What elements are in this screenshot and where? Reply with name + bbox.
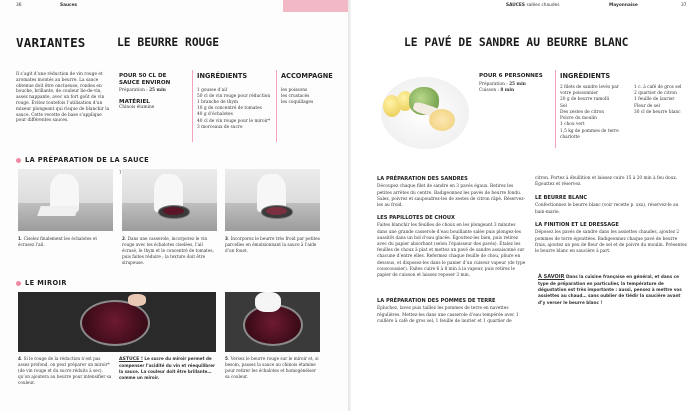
ingredient-item: Fleur de sel	[634, 103, 660, 109]
left-running-head: Sauces	[60, 3, 78, 8]
block-heading: LA FINITION ET LE DRESSAGE	[535, 222, 619, 228]
sandre-yield: POUR 6 PERSONNES	[479, 73, 543, 79]
ingredient-item: 1 branche de thym	[197, 99, 238, 105]
header-band	[283, 0, 349, 12]
column-divider	[276, 70, 277, 142]
tip-label: ASTUCE !	[119, 357, 143, 362]
pairing-item: les poissons	[281, 87, 308, 93]
ingredient-item: 20 g de beurre ramolli	[560, 97, 610, 103]
block-heading: LA PRÉPARATION DES POMMES DE TERRE	[377, 298, 496, 304]
section-title: LA PRÉPARATION DE LA SAUCE	[25, 156, 150, 164]
step-4-text: 4. Si le rouge de la réduction n’est pas assez profond, on peut préparer un miroir* (de vin rouge et du sucre réduits à sec), qu’on ajoutera au beurre pour intensifier sa couleur.	[18, 356, 112, 385]
beurre-rouge-title: LE BEURRE ROUGE	[117, 36, 220, 49]
ingredient-item: 1 feuille de laurier	[634, 97, 675, 103]
sandre-meta-block	[479, 73, 547, 94]
block-heading: LA PRÉPARATION DES SANDRES	[377, 176, 468, 182]
ingredient-item: Sel	[560, 103, 567, 109]
ingredient-item: 40 g d’échalotes	[197, 112, 233, 118]
pommes-continued: citron. Portez à ébullition et laissez cuire 15 à 20 min à feu doux. Égouttez et réservez.	[535, 176, 678, 188]
block-text: Épluchez, lavez puis taillez les pommes de terre en navettes régulières. Mettez-les dans une casserole d’eau tempérée avec 1 cuillère à café de gros sel, 1 feuille de laurier et 1 quartier de	[377, 306, 519, 324]
step-body: Incorporez le beurre très froid par petites parcelles en émulsionnant la sauce à l’aide d’un fouet.	[225, 236, 320, 253]
savoir-label: À SAVOIR	[538, 274, 565, 280]
left-page	[0, 0, 349, 411]
pairing-list	[281, 88, 345, 107]
section-sauce-preparation	[16, 156, 149, 164]
prep-time: 25 min	[149, 88, 166, 94]
sandre-cook-line	[479, 88, 547, 94]
bullet-dot-icon	[16, 158, 21, 163]
step-body: Ciselez finalement les échalotes et écrasez l’ail.	[18, 236, 98, 247]
block-finition	[535, 222, 688, 255]
ingredient-item: 50 cl de vin rouge pour réduction	[197, 93, 271, 99]
prep-time: 25 min	[509, 81, 526, 87]
sandre-ingredients-col2	[634, 85, 690, 116]
block-papillotes	[377, 215, 527, 279]
step-number: 1	[18, 236, 21, 241]
right-page-number: 37	[681, 3, 687, 8]
block-pommes	[377, 298, 527, 325]
right-running-head	[506, 3, 559, 8]
step-5-photo	[225, 292, 320, 352]
block-text: Découpez chaque filet de sandre en 3 pavés égaux. Retirez les petites arrêtes du centre. Badigeonnez les pavés de beurre fondu. Salez, poivrez et saupoudrez-les de zestes de citron râpé. Réservez-les au froid.	[377, 184, 525, 209]
step-number: 3	[225, 236, 228, 241]
tip-text: Le sucre du miroir permet de compenser l’acidité du vin et réequilibrer la sauce. La couleur doit être brillante… comme un miroir.	[119, 356, 216, 380]
ingredient-item: 2 filets de sandre levés par votre poissonnier	[560, 85, 619, 97]
pairing-item: les crustacés	[281, 93, 310, 99]
running-head-bold: SAUCES	[506, 3, 525, 8]
block-sandres	[377, 176, 527, 209]
step-body: Versez le beurre rouge sur le miroir et, si besoin, passez la sauce au chinois étamine pour retirer les échalotes et homogénéiser sa couleur.	[225, 356, 319, 379]
step-2-photo	[122, 169, 217, 231]
block-heading: LES PAPILLOTES DE CHOUX	[377, 215, 455, 221]
pairing-item: les coquillages	[281, 99, 314, 105]
step-3-photo	[225, 169, 320, 231]
step-1-text: 1. Ciselez finalement les échalotes et écrasez l’ail.	[18, 236, 98, 247]
column-divider	[192, 70, 193, 142]
block-text: Faites blanchir les feuilles de choux en les plongeant 3 minutes dans une grande casserole d’eau bouillante salée puis plongez-les aussitôt dans un bol d’eau glacée. Égouttez-les bien, puis retirez avec du papier absorbant (selon l’épaisseur des pavés). Étalez les feuilles de choux à plat et mettez un pavé de sandre assaisonné sur chacune d’entre elles. Refermez chaque feuille de chou, pliure en dessous, et disposez-les dans le panier d’un cuiseur vapeur (de type couscoussier). Faites cuire 6 à 8 min à la vapeur, puis retirez le papier de cuisson et laissez reposer 3 min.	[377, 223, 526, 279]
prep-label: Préparation :	[119, 88, 148, 94]
running-head-sub: Mayonnaise	[609, 3, 638, 8]
step-5-text: 5. Versez le beurre rouge sur le miroir et, si besoin, passez la sauce au chinois étamine pour retirer les échalotes et homogénéiser sa couleur.	[225, 356, 319, 379]
block-text: Confectionnez le beurre blanc (voir recette p. xxx), réservez-le au bain-marie.	[535, 203, 679, 215]
step-number: 2	[122, 236, 125, 241]
column-divider	[555, 70, 556, 148]
ingredient-item: Des zestes de citron	[560, 109, 604, 115]
step-number: 5	[225, 356, 228, 361]
step-2-text: 2. Dans une casserole, incorporez le vin rouge avec les échalotes ciselées, l’ail écrasé, le thym et le concentré de tomates, puis faites réduire ; la texture doit être sirupeuse.	[122, 236, 214, 265]
ingredients-heading: INGRÉDIENTS	[197, 72, 248, 80]
block-heading: LE BEURRE BLANC	[535, 195, 588, 201]
pairing-block	[281, 72, 345, 106]
equipment-value: Chinois étamine	[119, 105, 155, 111]
tip-box	[119, 356, 217, 381]
meta-block	[119, 73, 187, 112]
ingredient-item: 3 morceaux de sucre	[197, 124, 243, 130]
ingredient-item: Poivre du moulin	[560, 116, 597, 122]
ingredient-item: 30 cl de beurre blanc	[634, 109, 681, 115]
equipment-heading: MATÉRIEL	[119, 98, 150, 105]
step-number: 4	[18, 356, 21, 361]
ingredient-item: 1 gousse d’ail	[197, 87, 227, 93]
sandre-ingredients-heading: INGRÉDIENTS	[560, 72, 611, 80]
cook-time: 8 min	[500, 87, 515, 93]
ingredient-item: 1 chou vert	[560, 122, 585, 128]
bullet-dot-icon	[16, 281, 21, 286]
running-head-light: salées chaudes	[526, 3, 560, 8]
pairing-heading: ACCOMPAGNE	[281, 72, 333, 80]
cook-label: Cuisson :	[479, 87, 500, 93]
ingredients-list	[197, 88, 271, 132]
ingredient-item: 1,5 kg de pommes de terre charlotte	[560, 128, 619, 140]
sandre-title: LE PAVÉ DE SANDRE AU BEURRE BLANC	[404, 36, 629, 49]
prep-label: Préparation :	[479, 81, 508, 87]
yield-heading: POUR 50 CL DE SAUCE ENVIRON	[119, 73, 171, 86]
step-1-photo	[18, 169, 113, 231]
section-title: LE MIROIR	[25, 279, 67, 287]
step-body: Dans une casserole, incorporez le vin rouge avec les échalotes ciselées, l’ail écrasé, le thym et le concentré de tomates, puis faites réduire ; la texture doit être sirupeuse.	[122, 236, 214, 265]
intro-text: Il s’agit d’une réduction de vin rouge et aromates montés au beurre. La sauce obtenue doit être onctueuse, rondes en bouche, brillante, de couleur lie-de-vin, assez nappante, avec un fort goût de vin rouge. Évitez toutefois l’utilisation d’un mixeur plongeant qui risque de blanchir la sauce. Cette recette de base s’applique pour différentes sauces.	[16, 72, 110, 124]
step-4-photo	[18, 292, 216, 352]
left-page-number: 36	[16, 3, 22, 8]
ingredient-item: 10 g de concentré de tomates	[197, 106, 262, 112]
block-text: Déposez les pavés de sandre dans les assiettes chaudes, ajoutez 2 pommes de terre égouttées. Badigeonnez chaque pavé de beurre frais, ajoutez un peu de fleur de sel et de poivre du moulin. Présentez le beurre blanc en saucière à part.	[535, 230, 687, 255]
ingredient-item: 2 quartier de citron	[634, 91, 677, 97]
ingredients-block	[197, 72, 271, 131]
sandre-ingredients-block	[560, 72, 690, 140]
step-2-marker: 7	[119, 170, 122, 175]
savoir-text: Dans la cuisine française en général, et dans ce type de préparation en particulier, la température de dégustation est très importante : aussi, pensez à mettre vos assiettes au chaud… sans oublier de tiédir la saucière avant d’y verser le beurre blanc !	[538, 274, 682, 305]
dish-photo	[377, 69, 474, 154]
variants-title: VARIANTES	[16, 35, 86, 50]
section-miroir	[16, 279, 67, 287]
prep-line	[119, 88, 187, 94]
block-beurre-blanc	[535, 195, 688, 216]
sandre-ingredients-col1	[560, 85, 630, 141]
ingredient-item: 40 cl de vin rouge pour le miroir*	[197, 118, 271, 124]
ingredient-item: 1 c. à café de gros sel	[634, 85, 682, 90]
savoir-box	[538, 274, 688, 306]
step-3-text: 3. Incorporez le beurre très froid par petites parcelles en émulsionnant la sauce à l’aide d’un fouet.	[225, 236, 320, 253]
step-body: Si le rouge de la réduction n’est pas assez profond, on peut préparer un miroir* (de vin rouge et du sucre réduits à sec), qu’on ajoutera au beurre pour intensifier sa couleur.	[18, 356, 112, 385]
